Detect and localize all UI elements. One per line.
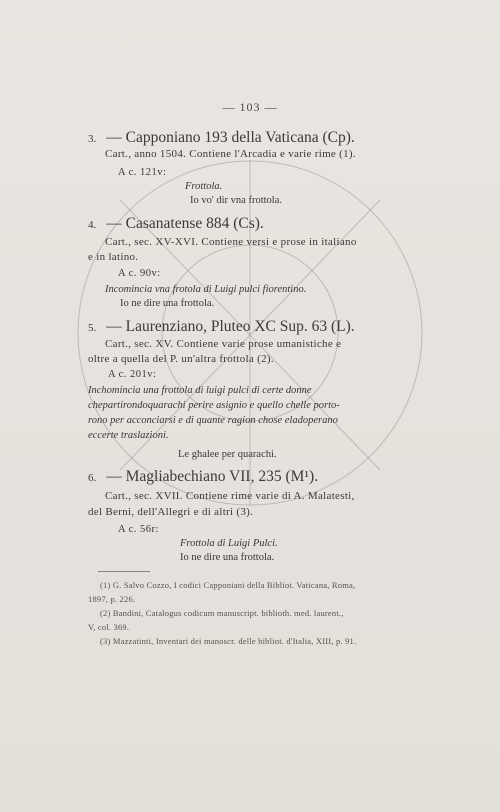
footnote-divider [98, 571, 150, 572]
entry-title: — Casanatense 884 (Cs). [106, 215, 264, 232]
first-line: Io ne dire una frottola. [120, 298, 215, 309]
footnote: (3) Mazzatinti, Inventari dei manoscr. delle bibliot. d'Italia, XIII, p. 91. [100, 636, 357, 646]
entry-description: Cart., anno 1504. Contiene l'Arcadia e varie rime (1). [105, 148, 356, 160]
entry-title: — Laurenziano, Pluteo XC Sup. 63 (L). [106, 318, 355, 335]
incipit-heading: Incomincia vna frotola di Luigi pulci fiorentino. [105, 284, 307, 295]
entry-heading [88, 318, 355, 336]
entry-heading [88, 129, 355, 147]
entry-number: 3. [88, 133, 97, 145]
entry-description: Cart., sec. XV-XVI. Contiene versi e prose in italiano [105, 236, 357, 248]
first-line: Io vo' dir vna frottola. [190, 195, 282, 206]
entry-title: — Magliabechiano VII, 235 (M¹). [106, 468, 319, 485]
incipit-heading: Frottola di Luigi Pulci. [180, 538, 278, 549]
entry-description: oltre a quella del P. un'altra frottola (2). [88, 353, 274, 365]
incipit-heading: eccerte traslazioni. [88, 430, 169, 441]
footnote: (1) G. Salvo Cozzo, I codici Capponiani della Bibliot. Vaticana, Roma, [100, 580, 356, 590]
folio-reference: A c. 201v: [108, 369, 157, 380]
incipit-heading: rono per acconciarsi e di quante ragion chose eladoperano [88, 415, 338, 426]
entry-number: 4. [88, 219, 97, 231]
footnote: V, col. 369. [88, 622, 130, 632]
first-line: Io ne dire una frottola. [180, 552, 275, 563]
folio-reference: A c. 56r: [118, 524, 159, 535]
entry-number: 5. [88, 322, 97, 334]
entry-description: Cart., sec. XVII. Contiene rime varie di A. Malatesti, [105, 490, 355, 502]
entry-heading [88, 468, 318, 486]
footnote: 1897, p. 226. [88, 594, 136, 604]
incipit-heading: Inchomincia una frottola di luigi pulci di certe donne [88, 385, 312, 396]
incipit-heading: chepartirondoquarachi perire asignio e quello chelle porto- [88, 400, 340, 411]
page-number: — 103 — [222, 100, 278, 114]
entry-description: del Berni, dell'Allegri e di altri (3). [88, 506, 254, 518]
entry-title: — Capponiano 193 della Vaticana (Cp). [106, 129, 355, 146]
footnote: (2) Bandini, Catalogus codicum manuscript. biblioth. med. laurent., [100, 608, 344, 618]
entry-description: Cart., sec. XV. Contiene varie prose umanistiche e [105, 338, 342, 350]
folio-reference: A c. 90v: [118, 268, 161, 279]
entry-heading [88, 215, 264, 233]
first-line: Le ghalee per quarachi. [178, 449, 277, 460]
folio-reference: A c. 121v: [118, 167, 167, 178]
entry-description: e in latino. [88, 251, 139, 263]
incipit-heading: Frottola. [185, 181, 223, 192]
entry-number: 6. [88, 472, 97, 484]
